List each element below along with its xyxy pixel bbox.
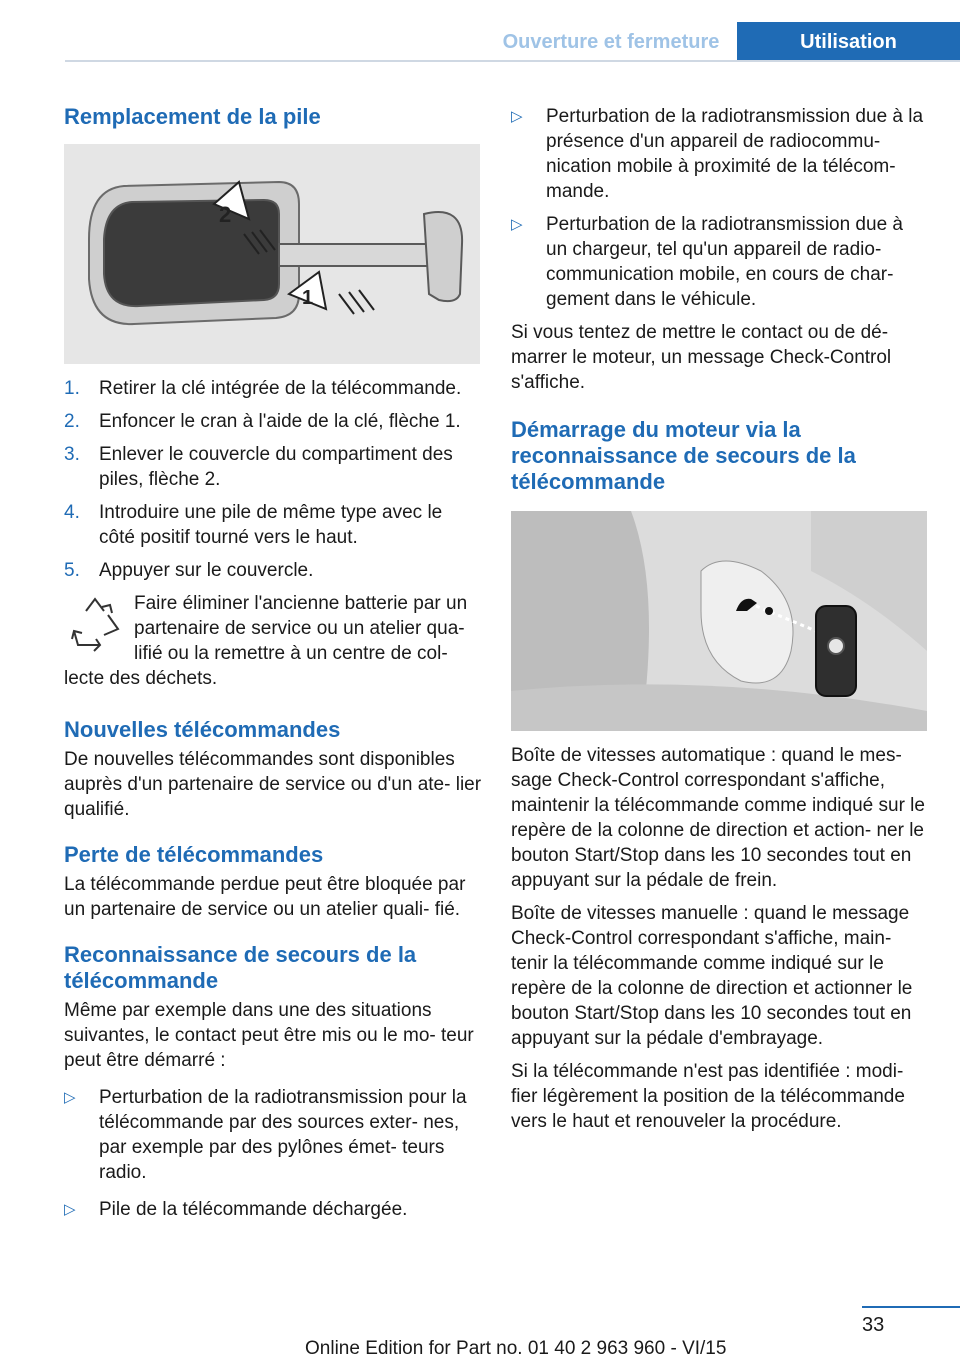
- triangle-bullet-icon: ▷: [511, 216, 523, 233]
- list-item-text: Perturbation de la radiotransmission due à un chargeur, tel qu'un appareil de radio‐ communication mobile, en cours de char‐ gement dans le véhicule.: [546, 214, 903, 310]
- step-number: 3.: [64, 444, 80, 465]
- steering-column-figure: [511, 511, 927, 731]
- right-column: [511, 100, 929, 1134]
- step-number: 1.: [64, 378, 80, 399]
- heading-new-remotes: Nouvelles télécommandes: [64, 717, 341, 742]
- arrow-2-label: 2: [219, 202, 232, 227]
- step-text: Enfoncer le cran à l'aide de la clé, flèche 1.: [99, 411, 461, 432]
- step-number: 4.: [64, 502, 80, 523]
- recycle-note: [64, 591, 482, 691]
- list-item: [511, 212, 929, 312]
- recycle-icon: [64, 593, 126, 655]
- header-chapter-tab: Utilisation: [737, 22, 960, 62]
- step-text: Retirer la clé intégrée de la télécommande.: [99, 378, 462, 399]
- list-item-text: Perturbation de la radiotransmission pour la télécommande par des sources exter‐ nes, par exemple par des pylônes émet‐ teurs radio.: [99, 1087, 467, 1183]
- header-section-tab: Ouverture et fermeture: [502, 31, 720, 53]
- step-item: [64, 500, 482, 550]
- heading-engine-start-backup: Démarrage du moteur via la reconnaissance de secours de la télécommande: [511, 417, 856, 494]
- paragraph-manual-gearbox: Boîte de vitesses manuelle : quand le message Check-Control correspondant s'affiche, main‐ tenir la télécommande comme indiqué sur le repère de la colonne de direction et actionner le bouton Start/Stop dans les 10 secondes tout en appuyant sur la pédale d'embrayage.: [511, 903, 913, 1049]
- right-bullet-list: [511, 104, 929, 312]
- footer-rule: [862, 1306, 960, 1308]
- header-rule: [65, 60, 960, 62]
- step-text: Appuyer sur le couvercle.: [99, 560, 314, 581]
- step-text: Enlever le couvercle du compartiment des piles, flèche 2.: [99, 444, 453, 490]
- list-item: [511, 104, 929, 204]
- step-text: Introduire une pile de même type avec le côté positif tourné vers le haut.: [99, 502, 443, 548]
- step-item: [64, 442, 482, 492]
- step-number: 5.: [64, 560, 80, 581]
- left-bullet-list: [64, 1085, 482, 1222]
- heading-battery-replacement: Remplacement de la pile: [64, 104, 321, 129]
- paragraph-backup-recognition: Même par exemple dans une des situations suivantes, le contact peut être mis ou le mo‐ teur peut être démarré :: [64, 1000, 474, 1071]
- list-item: [64, 1197, 482, 1222]
- triangle-bullet-icon: ▷: [511, 108, 523, 125]
- list-item: [64, 1085, 482, 1185]
- triangle-bullet-icon: ▷: [64, 1201, 76, 1218]
- key-battery-figure: [64, 144, 480, 364]
- edition-footer: Online Edition for Part no. 01 40 2 963 960 - VI/15: [305, 1338, 727, 1359]
- left-column: [64, 100, 482, 1230]
- step-item: [64, 558, 482, 583]
- heading-lost-remotes: Perte de télécommandes: [64, 842, 324, 867]
- step-item: [64, 409, 482, 434]
- paragraph-lost-remotes: La télécommande perdue peut être bloquée par un partenaire de service ou un atelier quali‐ fié.: [64, 874, 466, 920]
- battery-steps-list: [64, 376, 482, 583]
- arrow-1-label: 1: [302, 287, 314, 309]
- step-item: [64, 376, 482, 401]
- heading-backup-recognition: Reconnaissance de secours de la télécommande: [64, 942, 417, 993]
- paragraph-new-remotes: De nouvelles télécommandes sont disponibles auprès d'un partenaire de service ou d'un ate‐ lier qualifié.: [64, 749, 482, 820]
- paragraph-not-identified: Si la télécommande n'est pas identifiée : modi‐ fier légèrement la position de la télécommande vers le haut et renouveler la procédure.: [511, 1061, 905, 1132]
- triangle-bullet-icon: ▷: [64, 1089, 76, 1106]
- list-item-text: Pile de la télécommande déchargée.: [99, 1199, 408, 1220]
- paragraph-automatic-gearbox: Boîte de vitesses automatique : quand le mes‐ sage Check-Control correspondant s'affiche, maintenir la télécommande comme indiqué sur le repère de la colonne de direction et action‐ ner le bouton Start/Stop dans les 10 secondes tout en appuyant sur la pédale de frein.: [511, 745, 925, 891]
- paragraph-start-attempt: Si vous tentez de mettre le contact ou de dé‐ marrer le moteur, un message Check-Control s'affiche.: [511, 322, 892, 393]
- list-item-text: Perturbation de la radiotransmission due à la présence d'un appareil de radiocommu‐ nication mobile à proximité de la télécom‐ mande.: [546, 106, 924, 202]
- recycle-text: Faire éliminer l'ancienne batterie par un partenaire de service ou un atelier qua‐ lifié ou la remettre à un centre de col‐ lecte des déchets.: [64, 593, 468, 689]
- step-number: 2.: [64, 411, 80, 432]
- page-number: 33: [862, 1314, 885, 1336]
